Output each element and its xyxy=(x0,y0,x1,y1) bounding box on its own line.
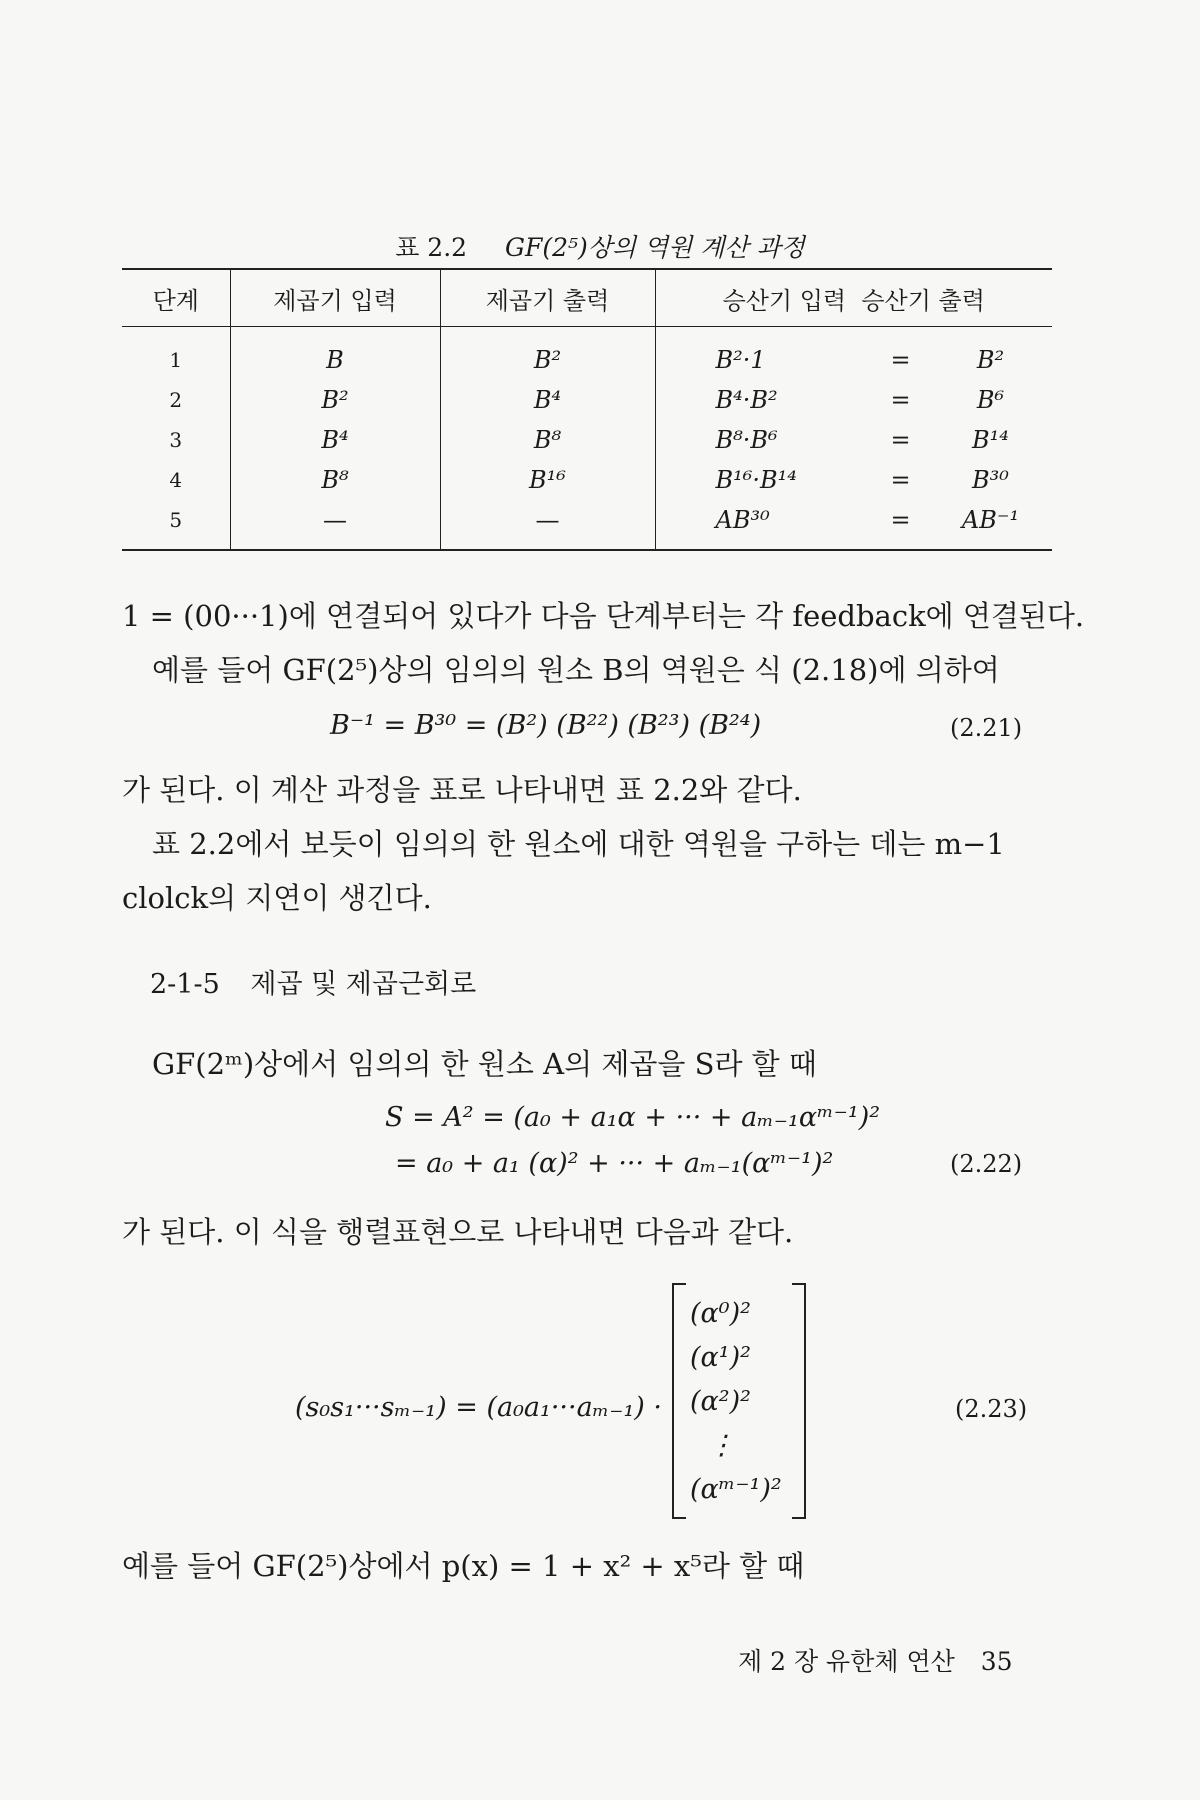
equation-number: (2.23) xyxy=(955,1395,1028,1423)
equation-2-21: B⁻¹ = B³⁰ = (B²) (B²²) (B²³) (B²⁴) xyxy=(330,710,762,741)
chapter-title: 제 2 장 유한체 연산 xyxy=(738,1647,955,1676)
vector-entry: ⋮ xyxy=(708,1430,735,1461)
body-paragraph: GF(2ᵐ)상에서 임의의 한 원소 A의 제곱을 S라 할 때 xyxy=(152,1047,817,1081)
cell-squarer-output: B¹⁶ xyxy=(440,460,655,500)
body-paragraph: 1 = (00···1)에 연결되어 있다가 다음 단계부터는 각 feedback에 연결된다. xyxy=(122,599,1085,633)
equation-2-22-line1: S = A² = (a₀ + a₁α + ··· + aₘ₋₁αᵐ⁻¹)² xyxy=(385,1102,881,1133)
cell-squarer-output: B⁴ xyxy=(440,380,655,420)
cell-multiplier-input: B²·1 xyxy=(715,346,766,374)
section-title: 제곱 및 제곱근회로 xyxy=(250,969,477,1000)
cell-multiplier-output: AB⁻¹ xyxy=(961,506,1020,534)
vector-entry: (αᵐ⁻¹)² xyxy=(690,1474,782,1505)
header-step: 단계 xyxy=(122,269,230,327)
cell-squarer-output: B² xyxy=(440,327,655,381)
body-paragraph: 예를 들어 GF(2⁵)상에서 p(x) = 1 + x² + x⁵라 할 때 xyxy=(122,1549,805,1583)
cell-multiplier-output: B¹⁴ xyxy=(972,426,1009,454)
cell-multiplier xyxy=(655,500,1052,550)
cell-step: 3 xyxy=(169,428,183,452)
left-bracket xyxy=(672,1283,686,1519)
cell-step: 1 xyxy=(169,348,183,372)
cell-equals: = xyxy=(890,386,911,414)
caption-label: 표 2.2 xyxy=(395,233,468,262)
caption-title: GF(2⁵)상의 역원 계산 과정 xyxy=(505,233,805,262)
cell-multiplier-output: B⁶ xyxy=(976,386,1005,414)
cell-equals: = xyxy=(890,346,911,374)
vector-entry: (α¹)² xyxy=(690,1342,751,1373)
cell-squarer-input: B xyxy=(230,327,440,381)
matrix-vector xyxy=(690,1292,800,1512)
cell-multiplier-input: B⁸·B⁶ xyxy=(715,426,778,454)
vector-entry: (α⁰)² xyxy=(690,1298,751,1329)
cell-squarer-input: B⁴ xyxy=(230,420,440,460)
cell-multiplier-input: B¹⁶·B¹⁴ xyxy=(715,466,797,494)
cell-multiplier xyxy=(655,460,1052,500)
body-paragraph: 표 2.2에서 보듯이 임의의 한 원소에 대한 역원을 구하는 데는 m−1 xyxy=(152,827,1005,861)
cell-squarer-input: — xyxy=(230,500,440,550)
cell-multiplier-input: B⁴·B² xyxy=(715,386,778,414)
cell-multiplier-output: B² xyxy=(976,346,1005,374)
cell-equals: = xyxy=(890,426,911,454)
header-multiplier: 승산기 입력 승산기 출력 xyxy=(655,269,1052,327)
body-paragraph: 예를 들어 GF(2⁵)상의 임의의 원소 B의 역원은 식 (2.18)에 의하여 xyxy=(152,653,1000,687)
vector-entry: (α²)² xyxy=(690,1386,751,1417)
header-squarer-output: 제곱기 출력 xyxy=(440,269,655,327)
cell-step: 4 xyxy=(169,468,183,492)
section-heading xyxy=(150,962,476,1001)
equation-number: (2.22) xyxy=(950,1150,1023,1178)
equation-2-22-line2: = a₀ + a₁ (α)² + ··· + aₘ₋₁(αᵐ⁻¹)² xyxy=(395,1148,834,1179)
header-squarer-input: 제곱기 입력 xyxy=(230,269,440,327)
table-row xyxy=(122,420,1052,460)
table-row xyxy=(122,327,1052,381)
table-header-row xyxy=(122,269,1052,327)
table-caption xyxy=(0,228,1200,264)
cell-multiplier-output: B³⁰ xyxy=(972,466,1009,494)
table-row xyxy=(122,460,1052,500)
cell-multiplier-input: AB³⁰ xyxy=(715,506,770,534)
cell-multiplier xyxy=(655,380,1052,420)
cell-multiplier xyxy=(655,327,1052,381)
cell-squarer-input: B⁸ xyxy=(230,460,440,500)
section-number: 2-1-5 xyxy=(150,969,220,1000)
cell-step: 2 xyxy=(169,388,183,412)
equation-number: (2.21) xyxy=(950,714,1023,742)
cell-squarer-input: B² xyxy=(230,380,440,420)
cell-step: 5 xyxy=(122,500,230,550)
page-number: 35 xyxy=(980,1647,1013,1676)
table-row xyxy=(122,380,1052,420)
table-row xyxy=(122,500,1052,550)
cell-equals: = xyxy=(890,506,911,534)
cell-squarer-output: B⁸ xyxy=(440,420,655,460)
page-footer xyxy=(738,1642,1013,1678)
body-paragraph: 가 된다. 이 계산 과정을 표로 나타내면 표 2.2와 같다. xyxy=(122,773,802,807)
body-paragraph: clolck의 지연이 생긴다. xyxy=(122,881,432,915)
cell-equals: = xyxy=(890,466,911,494)
cell-squarer-output: — xyxy=(440,500,655,550)
inverse-computation-table xyxy=(122,268,1052,551)
cell-multiplier xyxy=(655,420,1052,460)
equation-2-23-lhs: (s₀s₁···sₘ₋₁) = (a₀a₁···aₘ₋₁) · xyxy=(295,1392,663,1423)
body-paragraph: 가 된다. 이 식을 행렬표현으로 나타내면 다음과 같다. xyxy=(122,1215,794,1249)
